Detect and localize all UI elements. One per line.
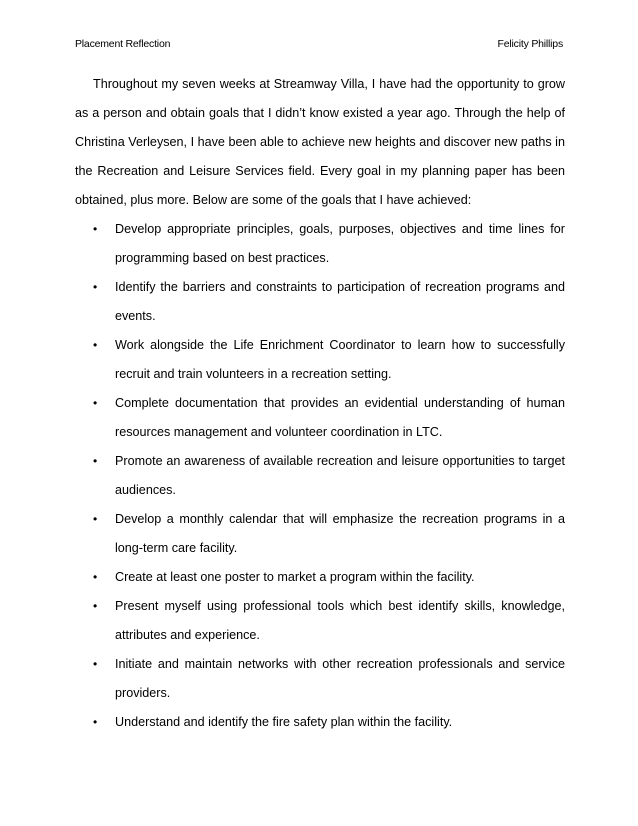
goal-item: [75, 273, 565, 331]
bullet-icon: •: [93, 396, 98, 410]
goal-item: [75, 708, 565, 737]
goal-text: Create at least one poster to market a program within the facility.: [115, 570, 475, 584]
intro-paragraph: Throughout my seven weeks at Streamway Villa, I have had the opportunity to grow as a person and obtain goals that I didn’t know existed a year ago. Through the help of Christina Verleysen, I have been able to achieve new heights and discover new paths in the Recreation and Leisure Services field. Every goal in my planning paper has been obtained, plus more. Below are some of the goals that I have achieved:: [75, 77, 565, 207]
bullet-icon: •: [93, 599, 98, 613]
goals-list: [75, 215, 565, 737]
goal-item: [75, 505, 565, 563]
bullet-icon: •: [93, 570, 98, 584]
goal-text: Understand and identify the fire safety plan within the facility.: [115, 715, 453, 729]
goal-text: Promote an awareness of available recreation and leisure opportunities to target audiences.: [115, 454, 565, 497]
goal-item: [75, 592, 565, 650]
bullet-icon: •: [93, 715, 98, 729]
bullet-icon: •: [93, 512, 98, 526]
goal-item: [75, 215, 565, 273]
goal-text: Develop a monthly calendar that will emphasize the recreation programs in a long-term care facility.: [115, 512, 565, 555]
goal-text: Initiate and maintain networks with other recreation professionals and service providers.: [115, 657, 565, 700]
goal-item: [75, 650, 565, 708]
goal-item: [75, 447, 565, 505]
document-body: [75, 70, 565, 737]
page-header: [75, 38, 563, 54]
goal-text: Develop appropriate principles, goals, purposes, objectives and time lines for programming based on best practices.: [115, 222, 565, 265]
goal-text: Identify the barriers and constraints to participation of recreation programs and events.: [115, 280, 565, 323]
goal-item: [75, 331, 565, 389]
header-title: Placement Reflection: [75, 38, 171, 50]
goal-text: Present myself using professional tools which best identify skills, knowledge, attributes and experience.: [115, 599, 565, 642]
bullet-icon: •: [93, 222, 98, 236]
goal-text: Complete documentation that provides an evidential understanding of human resources management and volunteer coordination in LTC.: [115, 396, 565, 439]
goal-item: [75, 389, 565, 447]
goal-text: Work alongside the Life Enrichment Coordinator to learn how to successfully recruit and train volunteers in a recreation setting.: [115, 338, 565, 381]
bullet-icon: •: [93, 657, 98, 671]
bullet-icon: •: [93, 454, 98, 468]
bullet-icon: •: [93, 280, 98, 294]
goal-item: [75, 563, 565, 592]
header-author: Felicity Phillips: [497, 38, 563, 50]
bullet-icon: •: [93, 338, 98, 352]
